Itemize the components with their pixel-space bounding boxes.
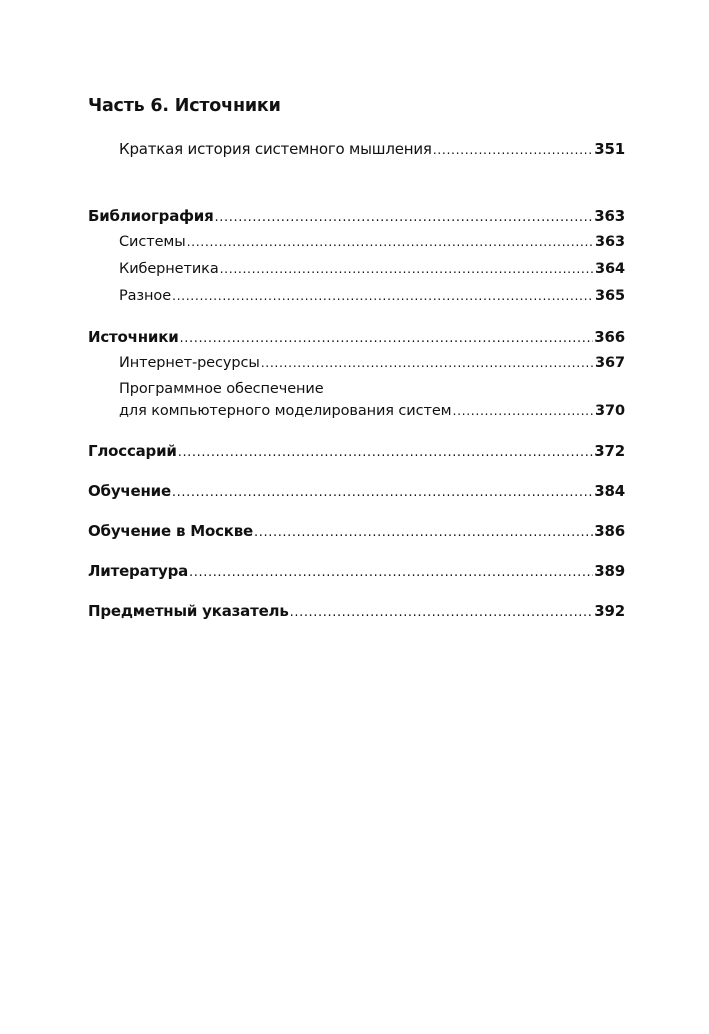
toc-page-number: 370 bbox=[595, 403, 625, 419]
toc-page-number: 351 bbox=[594, 140, 625, 158]
toc-entry-glossary[interactable] bbox=[88, 442, 625, 460]
toc-leader-dots bbox=[172, 485, 593, 500]
toc-leader-dots bbox=[178, 445, 594, 460]
toc-page-number: 366 bbox=[594, 328, 625, 346]
toc-entry-software-line1: Программное обеспечение bbox=[119, 381, 324, 397]
toc-entry-label: Предметный указатель bbox=[88, 602, 289, 620]
toc-entry-label: Источники bbox=[88, 328, 179, 346]
toc-entry-label: Разное bbox=[119, 288, 172, 304]
toc-leader-dots bbox=[215, 210, 594, 225]
toc-entry-systems[interactable] bbox=[119, 234, 625, 250]
part-title: Часть 6. Источники bbox=[88, 96, 281, 116]
toc-page-number: 363 bbox=[594, 207, 625, 225]
toc-entry-software[interactable] bbox=[119, 403, 625, 419]
toc-entry-cybernetics[interactable] bbox=[119, 261, 625, 277]
toc-page-number: 367 bbox=[595, 355, 625, 371]
toc-entry-label: Библиография bbox=[88, 207, 214, 225]
toc-entry-label: для компьютерного моделирования систем bbox=[119, 403, 452, 419]
toc-page-number: 372 bbox=[594, 442, 625, 460]
toc-page-number: 386 bbox=[594, 522, 625, 540]
toc-entry-internet[interactable] bbox=[119, 355, 625, 371]
toc-entry-misc[interactable] bbox=[119, 288, 625, 304]
toc-entry-index[interactable] bbox=[88, 602, 625, 620]
toc-entry-label: Литература bbox=[88, 562, 189, 580]
toc-page-number: 365 bbox=[595, 288, 625, 304]
toc-entry-bibliography[interactable] bbox=[88, 207, 625, 225]
toc-leader-dots bbox=[261, 355, 594, 370]
toc-leader-dots bbox=[290, 605, 594, 620]
toc-entry-label: Глоссарий bbox=[88, 442, 177, 460]
toc-page-number: 364 bbox=[595, 261, 625, 277]
toc-leader-dots bbox=[180, 331, 594, 346]
toc-entry-literature[interactable] bbox=[88, 562, 625, 580]
toc-entry-label: Обучение bbox=[88, 482, 171, 500]
toc-leader-dots bbox=[254, 525, 593, 540]
toc-leader-dots bbox=[220, 261, 594, 276]
toc-entry-training-moscow[interactable] bbox=[88, 522, 625, 540]
toc-leader-dots bbox=[187, 234, 594, 249]
toc-page-number: 384 bbox=[594, 482, 625, 500]
toc-entry-label: Кибернетика bbox=[119, 261, 219, 277]
toc-entry-label: Обучение в Москве bbox=[88, 522, 254, 540]
toc-entry-history[interactable] bbox=[119, 140, 625, 158]
toc-entry-label: Краткая история системного мышления bbox=[119, 140, 432, 158]
toc-leader-dots bbox=[453, 403, 595, 418]
toc-entry-label: Интернет-ресурсы bbox=[119, 355, 260, 371]
toc-entry-label: Системы bbox=[119, 234, 186, 250]
toc-leader-dots bbox=[172, 288, 594, 303]
toc-page-number: 389 bbox=[594, 562, 625, 580]
toc-entry-training[interactable] bbox=[88, 482, 625, 500]
toc-page-number: 392 bbox=[594, 602, 625, 620]
toc-leader-dots bbox=[189, 565, 593, 580]
toc-entry-sources[interactable] bbox=[88, 328, 625, 346]
toc-page-number: 363 bbox=[595, 234, 625, 250]
toc-leader-dots bbox=[433, 142, 594, 157]
